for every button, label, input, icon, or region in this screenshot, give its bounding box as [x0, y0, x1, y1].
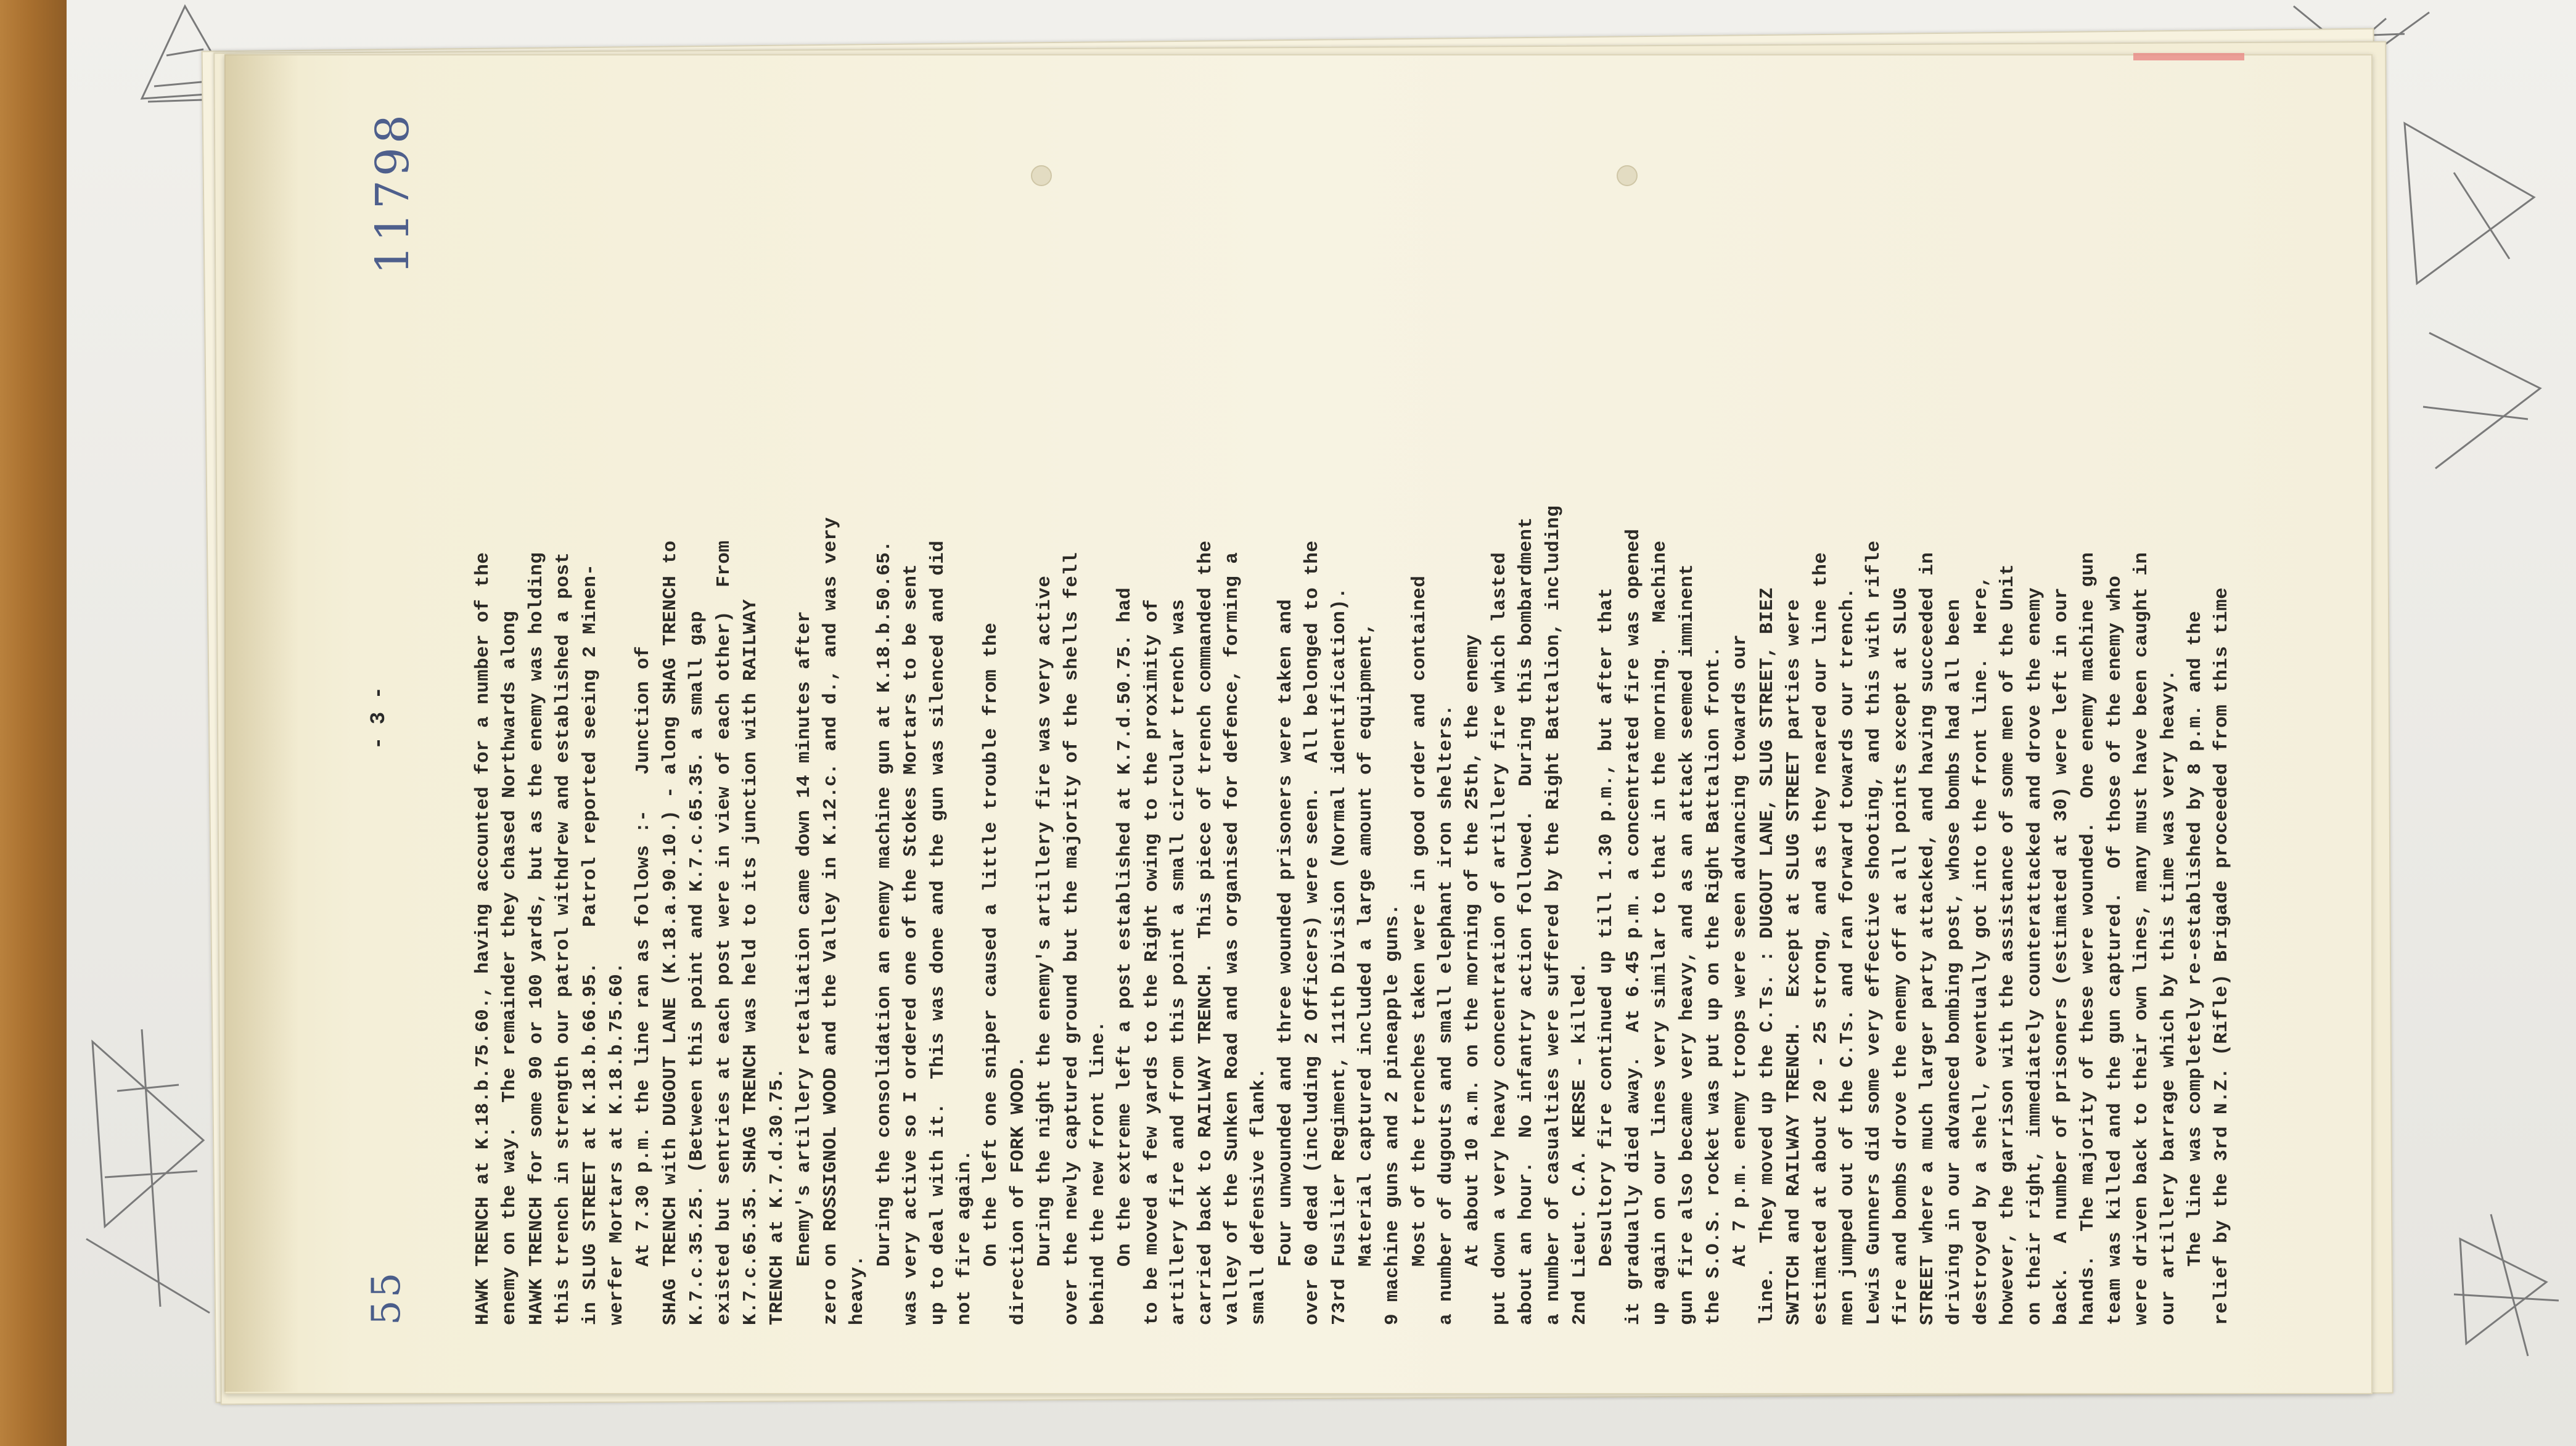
text-line: small defensive flank. [1248, 1067, 1270, 1325]
text-line: relief by the 3rd N.Z. (Rifle) Brigade proceeded from this time [2211, 587, 2233, 1325]
reference-number: 11798 [366, 111, 419, 275]
text-line: enemy on the way. The remainder they chased Northwards along [499, 610, 521, 1325]
text-line: 9 machine guns and 2 pineapple guns. [1382, 903, 1404, 1325]
text-line: During the night the enemy's artillery fire was very active [1034, 575, 1056, 1325]
text-line: to be moved a few yards to the Right owing to the proximity of [1141, 598, 1163, 1325]
text-line: direction of FORK WOOD. [1007, 1055, 1029, 1325]
pencil-sketch-right-edge [2380, 99, 2565, 481]
text-line: Material captured included a large amount of equipment, [1355, 622, 1377, 1325]
document-header [364, 111, 438, 1325]
text-line: carried back to RAILWAY TRENCH. This piece of trench commanded the [1194, 540, 1216, 1325]
text-line: about an hour. No infantry action followed. During this bombardment [1516, 517, 1538, 1325]
text-line: K.7.c.35.25. (Between this point and K.7.c.65.35. a small gap [686, 610, 708, 1325]
text-line: Most of the trenches taken were in good order and contained [1408, 575, 1430, 1325]
text-line: At about 10 a.m. on the morning of the 25th, the enemy [1462, 634, 1484, 1325]
red-pencil-mark [2133, 53, 2244, 60]
text-line: SHAG TRENCH with DUGOUT LANE (K.18.a.90.10.) - along SHAG TRENCH to [659, 540, 681, 1325]
text-line: artillery fire and from this point a small circular trench was [1168, 598, 1190, 1325]
text-line: back. A number of prisoners (estimated at 30) were left in our [2051, 587, 2073, 1325]
pencil-sketch-bottom-left [68, 1017, 228, 1325]
desk-wood-edge [0, 0, 67, 1446]
text-line: Desultory fire continued up till 1.30 p.m., but after that [1596, 587, 1618, 1325]
rotated-document-body [364, 111, 2233, 1325]
text-line: this trench in strength our patrol withdrew and established a post [552, 552, 575, 1325]
text-line: 73rd Fusilier Regiment, 111th Division (Normal identification). [1328, 587, 1350, 1325]
text-line: the S.O.S. rocket was put up on the Right Battalion front. [1702, 645, 1725, 1325]
text-line: on their right, immediately counterattacked and drove the enemy [2024, 587, 2046, 1325]
text-line: HAWK TRENCH for some 90 or 100 yards, but as the enemy was holding [525, 552, 548, 1325]
text-line: not fire again. [954, 1149, 976, 1325]
text-line: however, the garrison with the assistance of some men of the Unit [1997, 563, 2019, 1325]
text-line: SWITCH and RAILWAY TRENCH. Except at SLUG STREET parties were [1783, 598, 1805, 1325]
text-line: gun fire also became very heavy, and as an attack seemed imminent [1676, 563, 1698, 1325]
text-line: The line was completely re-established by 8 p.m. and the [2184, 610, 2206, 1325]
text-line: was very active so I ordered one of the Stokes Mortars to be sent [900, 563, 922, 1325]
text-line: zero on ROSSIGNOL WOOD and the Valley in K.12.c. and d., and was very [820, 517, 842, 1325]
text-line: existed but sentries at each post were in view of each other) From [713, 540, 735, 1325]
text-line: TRENCH at K.7.d.30.75. [766, 1067, 789, 1325]
text-line: STREET where a much larger party attacked, and having succeeded in [1917, 552, 1939, 1325]
text-line: in SLUG STREET at K.18.b.66.95. Patrol reported seeing 2 Minen- [579, 563, 601, 1325]
text-line: Four unwounded and three wounded prisoners were taken and [1274, 598, 1297, 1325]
text-line: werfer Mortars at K.18.b.75.60. [605, 962, 628, 1325]
text-line: Enemy's artillery retaliation came down 14 minutes after [793, 610, 815, 1325]
text-line: up to deal with it. This was done and the gun was silenced and did [927, 540, 949, 1325]
pencil-sketch-bottom-right [2442, 1202, 2565, 1362]
text-line: a number of dugouts and small elephant iron shelters. [1435, 704, 1458, 1325]
text-line: behind the new front line. [1087, 1020, 1109, 1325]
text-line: were driven back to their own lines, many must have been caught in [2131, 552, 2153, 1325]
text-line: put down a very heavy concentration of artillery fire which lasted [1488, 552, 1511, 1325]
text-line: At 7.30 p.m. the line ran as follows :- Junction of [633, 645, 655, 1325]
text-line: valley of the Sunken Road and was organised for defence, forming a [1221, 552, 1243, 1325]
page-number: - 3 - [367, 686, 391, 750]
text-line: K.7.c.65.35. SHAG TRENCH was held to its junction with RAILWAY [739, 598, 761, 1325]
text-line: On the extreme left a post established at K.7.d.50.75. had [1114, 587, 1136, 1325]
text-line: our artillery barrage which by this time was very heavy. [2157, 669, 2180, 1325]
text-line: it gradually died away. At 6.45 p.m. a concentrated fire was opened [1622, 528, 1644, 1325]
text-line: On the left one sniper caused a little trouble from the [980, 622, 1003, 1325]
text-line: men jumped out of the C.Ts. and ran forward towards our trench. [1836, 587, 1858, 1325]
folio-number: 55 [364, 1270, 409, 1325]
text-line: hands. The majority of these were wounded. One enemy machine gun [2077, 552, 2099, 1325]
text-line: over 60 dead (including 2 Officers) were seen. All belonged to the [1302, 540, 1324, 1325]
text-line: During the consolidation an enemy machine gun at K.18.b.50.65. [873, 540, 895, 1325]
text-line: heavy. [847, 1254, 869, 1325]
text-line: line. They moved up the C.Ts. : DUGOUT LANE, SLUG STREET, BIEZ [1756, 587, 1778, 1325]
text-line: Lewis Gunners did some very effective shooting, and this with rifle [1863, 540, 1885, 1325]
text-line: a number of casualties were suffered by the Right Battalion, including [1542, 505, 1564, 1325]
text-line: HAWK TRENCH at K.18.b.75.60., having accounted for a number of the [472, 552, 494, 1325]
text-line: destroyed by a shell, eventually got into the front line. Here, [1970, 575, 1992, 1325]
text-line: 2nd Lieut. C.A. KERSE - killed. [1569, 962, 1591, 1325]
text-line: driving in our advanced bombing post, whose bombs had all been [1943, 598, 1966, 1325]
text-line: up again on our lines very similar to that in the morning. Machine [1649, 540, 1672, 1325]
text-line: over the newly captured ground but the majority of the shells fell [1060, 552, 1083, 1325]
text-line: fire and bombs drove the enemy off at all points except at SLUG [1890, 587, 1912, 1325]
page-binding-shadow [224, 54, 298, 1392]
text-line: estimated at about 20 - 25 strong, and as they neared our line the [1810, 552, 1832, 1325]
text-line: team was killed and the gun captured. Of those of the enemy who [2104, 575, 2126, 1325]
text-line: At 7 p.m. enemy troops were seen advancing towards our [1729, 634, 1752, 1325]
typed-text-block [470, 111, 2236, 1325]
